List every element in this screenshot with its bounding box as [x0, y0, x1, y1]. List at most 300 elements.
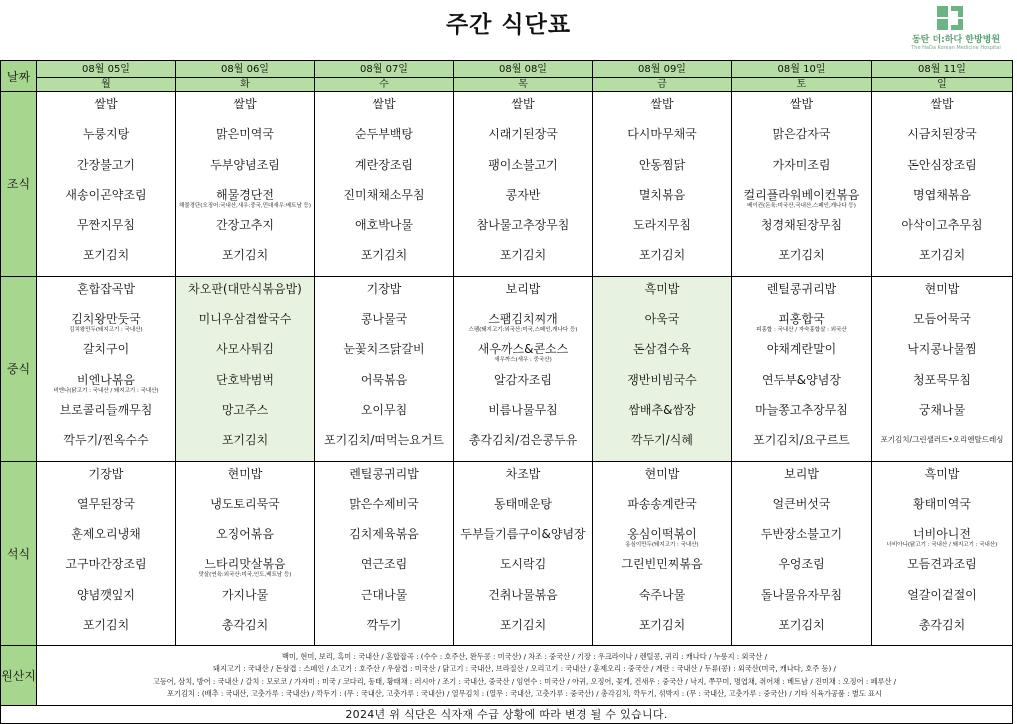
menu-item-name: 순두부백탕: [355, 127, 413, 142]
menu-item-name: 오징어볶음: [216, 527, 274, 542]
meal-cell: [315, 276, 454, 461]
menu-item: [37, 279, 175, 309]
menu-item: [732, 124, 871, 154]
menu-item-name: 아삭이고추무침: [901, 218, 983, 233]
menu-item: [315, 215, 453, 245]
logo-name-en: The HaDa Korean Medicine Hospital: [911, 45, 1001, 51]
menu-item: [315, 464, 453, 494]
menu-item-name: 맑은수제비국: [349, 496, 419, 511]
meal-cell: [593, 92, 732, 277]
menu-item-name: 깍두기/찐옥수수: [63, 433, 149, 448]
menu-item-name: 두부들기름구이&양념장: [460, 527, 586, 542]
menu-item-name: 포기김치: [499, 618, 547, 633]
menu-item-name: 흑미밥: [924, 466, 960, 481]
menu-item: [176, 245, 314, 275]
menu-item: [176, 279, 314, 309]
menu-item: [37, 494, 175, 524]
menu-item: [732, 339, 871, 369]
menu-item: [454, 94, 592, 124]
menu-item-name: 멸치볶음: [638, 187, 686, 202]
menu-item-name: 야채계란말이: [766, 342, 837, 357]
menu-item: [176, 615, 314, 645]
menu-item-name: 총각김치: [221, 618, 269, 633]
menu-item: [315, 245, 453, 275]
menu-item-name: 도시락김: [499, 557, 547, 572]
menu-item: [454, 494, 592, 524]
menu-item: [37, 245, 175, 275]
meal-cell: [872, 276, 1013, 461]
weekday-header: 토: [732, 78, 872, 92]
origin-note: 비엔나(닭고기 : 국내산 / 돼지고기 : 국내산): [53, 387, 159, 394]
meal-cell: [315, 92, 454, 277]
menu-item-name: 사모사튀김: [216, 342, 274, 357]
menu-item-name: 근대나물: [360, 587, 408, 602]
menu-item-name: 얼갈이겉절이: [907, 587, 977, 602]
menu-item: [593, 615, 731, 645]
meal-cell: [454, 276, 593, 461]
menu-item-name: 보리밥: [505, 281, 541, 296]
menu-item: [872, 494, 1012, 524]
meal-cell: [37, 461, 176, 646]
menu-item-name: 피홍합국: [778, 312, 825, 327]
menu-item: [454, 339, 592, 369]
menu-item: [37, 215, 175, 245]
menu-item-name: 포기김치: [360, 248, 408, 263]
menu-item: [872, 279, 1012, 309]
menu-item-name: 가지나물: [221, 587, 269, 602]
menu-item-name: 어묵볶음: [360, 372, 408, 387]
origin-line: 백미, 현미, 보리, 흑미 : 국내산 / 혼합잡곡 : (수수 : 호주산, 완두콩 : 미국산) / 차조 : 중국산 / 기장 : 우크라이나 / 렌틸콩, 귀리 : 캐나다 / 누룽지 : 외국산 /: [281, 651, 768, 661]
menu-item: [176, 339, 314, 369]
menu-item-name: 돌나물유자무침: [760, 587, 843, 602]
menu-item-name: 궁채나물: [918, 402, 966, 417]
menu-item: [37, 400, 175, 430]
menu-item: [872, 94, 1012, 124]
menu-item-name: 건취나물볶음: [488, 587, 558, 602]
menu-item-name: 훈제오리냉채: [71, 527, 141, 542]
menu-item: [315, 400, 453, 430]
menu-item-name: 쟁반비빔국수: [627, 372, 697, 387]
origin-note: 베이컨(돈육:미국산,국내산,스페인,캐나다 등): [747, 202, 856, 209]
weekday-header: 금: [593, 78, 732, 92]
menu-item-name: 명엽채볶음: [913, 187, 971, 202]
weekday-header: 화: [176, 78, 315, 92]
menu-item: [315, 554, 453, 584]
menu-item: [732, 554, 871, 584]
menu-item: [732, 155, 871, 185]
menu-item-name: 팽이소불고기: [488, 157, 558, 172]
origin-note: 옹심이만두(돼지고기 : 국내산): [625, 542, 699, 549]
menu-item-name: 포기김치: [918, 248, 966, 263]
menu-item: [593, 430, 731, 460]
menu-item: [593, 464, 731, 494]
menu-item-name: 포기김치: [221, 248, 269, 263]
menu-item-name: 김치제육볶음: [349, 527, 419, 542]
menu-item: [593, 155, 731, 185]
menu-item-name: 시래기된장국: [488, 127, 558, 142]
menu-item: [37, 430, 175, 460]
meal-row: [1, 276, 1013, 461]
menu-item-name: 콩나물국: [360, 312, 408, 327]
menu-item: [454, 279, 592, 309]
menu-item-name: 옹심이떡볶이: [627, 527, 697, 542]
weekday-header: 월: [37, 78, 176, 92]
menu-item-name: 비엔나볶음: [77, 372, 135, 387]
meal-cell: [732, 276, 872, 461]
menu-item: [176, 524, 314, 554]
origin-line: 돼지고기 : 국내산 / 돈삼겹 : 스페인 / 소고기 : 호주산 / 우삼겹 : 미국산 / 닭고기 : 국내산, 브라질산 / 오리고기 : 국내산 / 훈제오리 : 중국산 / 계란 : 국내산 / 두류(콩) : 외국산(미국, 캐나다, 호주 등) /: [213, 664, 836, 674]
menu-item: [315, 494, 453, 524]
meal-cell: [454, 461, 593, 646]
menu-item: [37, 585, 175, 615]
menu-item: [872, 155, 1012, 185]
menu-item-name: 차조밥: [505, 466, 541, 481]
menu-item: [732, 524, 871, 554]
menu-item: [593, 339, 731, 369]
menu-item: [315, 124, 453, 154]
menu-item: [176, 185, 314, 215]
origin-note: 피홍합 : 국내산 / 자숙홍합살 : 외국산: [756, 327, 847, 334]
menu-item-name: 무짠지무침: [77, 218, 135, 233]
menu-item: [176, 554, 314, 584]
meal-label: 석식: [1, 461, 37, 646]
menu-item-name: 시금치된장국: [907, 127, 977, 142]
menu-item: [593, 370, 731, 400]
hospital-logo-icon: [937, 6, 965, 30]
menu-item: [176, 124, 314, 154]
menu-item-name: 돈삼겹수육: [633, 342, 691, 357]
menu-item: [37, 524, 175, 554]
day-row: [1, 78, 1013, 92]
date-header: 08월 05일: [37, 61, 176, 78]
menu-item: [593, 400, 731, 430]
menu-item: [37, 124, 175, 154]
menu-item: [454, 245, 592, 275]
menu-item-name: 망고주스: [221, 402, 269, 417]
menu-item: [872, 464, 1012, 494]
date-header: 08월 10일: [732, 61, 872, 78]
menu-item-name: 진미채채소무침: [343, 187, 425, 202]
menu-item-name: 렌틸콩귀리밥: [349, 466, 419, 481]
menu-item: [732, 215, 871, 245]
date-header: 08월 07일: [315, 61, 454, 78]
menu-item: [176, 585, 314, 615]
menu-item-name: 낙지콩나물찜: [907, 342, 977, 357]
meal-row: [1, 92, 1013, 277]
menu-item-name: 냉도토리묵국: [210, 496, 280, 511]
menu-item-name: 느타리맛살볶음: [204, 557, 286, 572]
date-header: 08월 09일: [593, 61, 732, 78]
menu-item-name: 쌀밥: [233, 97, 257, 111]
menu-item-name: 보리밥: [784, 466, 819, 481]
meal-cell: [315, 461, 454, 646]
menu-item: [593, 554, 731, 584]
menu-item: [176, 400, 314, 430]
menu-item-name: 맑은미역국: [216, 127, 274, 142]
meal-cell: [37, 92, 176, 277]
menu-item: [872, 430, 1012, 460]
menu-item: [176, 494, 314, 524]
menu-item: [176, 215, 314, 245]
menu-item: [872, 124, 1012, 154]
menu-item-name: 청포묵무침: [913, 372, 971, 387]
date-header: 08월 06일: [176, 61, 315, 78]
menu-item: [732, 585, 871, 615]
menu-item-name: 현미밥: [924, 281, 960, 296]
meal-cell: [872, 461, 1013, 646]
menu-item-name: 눈꽃치즈닭갈비: [343, 342, 425, 357]
menu-item: [454, 370, 592, 400]
menu-item: [176, 430, 314, 460]
meal-cell: [176, 92, 315, 277]
menu-item-name: 애호박나물: [355, 218, 413, 233]
menu-item-name: 황태미역국: [913, 496, 971, 511]
menu-item: [315, 339, 453, 369]
menu-item-name: 브로콜리들깨무침: [59, 402, 153, 417]
menu-item-name: 김치왕만둣국: [71, 312, 141, 327]
menu-item-name: 두반장소불고기: [760, 527, 843, 542]
meal-cell: [176, 276, 315, 461]
menu-item: [37, 339, 175, 369]
origin-line: 고등어, 삼치, 방어 : 국내산 / 갈치 : 모로코 / 가자미 : 미국 / 코다리, 동태, 황태채 : 러시아 / 조기 : 국내산, 중국산 / 임연수 : 미국산 / 아귀, 오징어, 꽃게, 건새우 : 중국산 / 낙지, 쭈꾸미, 명엽채, 쥐어채 : 베트남 / 진미채 : 오징어 : 페루산 /: [152, 676, 897, 686]
menu-item: [176, 370, 314, 400]
menu-item: [593, 494, 731, 524]
menu-item-name: 간장고추지: [216, 218, 274, 233]
menu-item-name: 현미밥: [644, 466, 680, 481]
menu-item: [454, 430, 592, 460]
menu-item: [872, 400, 1012, 430]
menu-item: [454, 215, 592, 245]
menu-item: [454, 185, 592, 215]
menu-item: [872, 245, 1012, 275]
menu-item-name: 쌀밥: [511, 97, 535, 111]
menu-item-name: 포기김치: [82, 618, 130, 633]
menu-item-name: 안동찜닭: [638, 157, 686, 172]
menu-item-name: 쌈배추&쌈장: [628, 402, 696, 417]
menu-item-name: 열무된장국: [77, 496, 135, 511]
notice-text: 2024년 위 식단은 식자재 수급 상황에 따라 변경 될 수 있습니다.: [1, 706, 1013, 724]
menu-item: [37, 554, 175, 584]
menu-item-name: 컬리플라워베이컨볶음: [743, 187, 860, 202]
menu-item-name: 포기김치: [82, 248, 130, 263]
menu-item-name: 해물경단전: [216, 187, 274, 202]
menu-item-name: 도라지무침: [633, 218, 691, 233]
meal-cell: [872, 92, 1013, 277]
menu-item: [872, 585, 1012, 615]
menu-item-name: 렌틸콩귀리밥: [766, 281, 837, 296]
menu-item: [872, 370, 1012, 400]
menu-item-name: 고구마간장조림: [65, 557, 147, 572]
meal-cell: [732, 461, 872, 646]
menu-item-name: 알감자조림: [494, 372, 552, 387]
date-label: 날짜: [1, 61, 37, 92]
menu-item-name: 포기김치/떠먹는요거트: [324, 433, 444, 448]
page-title: 주간 식단표: [445, 12, 572, 38]
menu-item-name: 기장밥: [366, 281, 402, 296]
menu-item-name: 참나물고추장무침: [476, 218, 570, 233]
menu-item: [593, 245, 731, 275]
menu-item-name: 돈안심장조림: [907, 157, 977, 172]
menu-item: [37, 185, 175, 215]
menu-item-name: 흑미밥: [644, 281, 680, 296]
menu-item-name: 두부양념조림: [210, 157, 280, 172]
menu-item: [176, 155, 314, 185]
meal-label: 조식: [1, 92, 37, 277]
origin-note: 맛살(연육:외국산:미국,인도,베트남 등): [198, 572, 292, 579]
date-header: 08월 11일: [872, 61, 1013, 78]
menu-item: [454, 554, 592, 584]
menu-item: [593, 585, 731, 615]
menu-item: [732, 185, 871, 215]
menu-item: [732, 245, 871, 275]
menu-item: [732, 279, 871, 309]
menu-item-name: 깍두기: [366, 618, 402, 633]
menu-item: [315, 430, 453, 460]
logo-name-ko: 동탄 더:하다 한방병원: [911, 35, 1001, 45]
meal-cell: [593, 461, 732, 646]
menu-item-name: 갈치구이: [82, 342, 130, 357]
menu-item: [454, 585, 592, 615]
menu-item-name: 모듬어묵국: [913, 312, 971, 327]
menu-item-name: 다시마무채국: [627, 127, 697, 142]
menu-item: [872, 339, 1012, 369]
menu-item: [315, 279, 453, 309]
meal-cell: [176, 461, 315, 646]
menu-item: [315, 370, 453, 400]
menu-item: [593, 215, 731, 245]
menu-item-name: 포기김치: [778, 248, 825, 263]
menu-item: [593, 524, 731, 554]
menu-item: [37, 464, 175, 494]
menu-item: [732, 400, 871, 430]
menu-item-name: 새송이곤약조림: [65, 187, 147, 202]
menu-item-name: 포기김치/요구르트: [753, 433, 850, 448]
menu-item: [454, 464, 592, 494]
menu-item-name: 간장불고기: [77, 157, 135, 172]
menu-item: [872, 554, 1012, 584]
origin-note: 너비아니(닭고기 : 국내산 / 돼지고기 : 국내산): [886, 542, 998, 549]
menu-item: [37, 155, 175, 185]
menu-item: [37, 370, 175, 400]
menu-item-name: 우엉조림: [778, 557, 825, 572]
menu-item: [176, 309, 314, 339]
menu-item: [315, 155, 453, 185]
menu-item: [176, 94, 314, 124]
menu-item: [872, 309, 1012, 339]
date-header: 08월 08일: [454, 61, 593, 78]
menu-item-name: 너비아니전: [913, 527, 971, 542]
origin-note: 김치왕만두(돼지고기 : 국내산): [69, 327, 143, 334]
menu-item-name: 아욱국: [644, 312, 680, 327]
menu-item: [593, 279, 731, 309]
origin-note: 해물경단(오징어:국내산,새우:중국,민대새우:베트남 등): [179, 202, 311, 209]
menu-item-name: 파송송계란국: [627, 496, 697, 511]
menu-item-name: 단호박범벅: [216, 372, 274, 387]
weekday-header: 일: [872, 78, 1013, 92]
menu-item-name: 혼합잡곡밥: [77, 281, 135, 296]
menu-item-name: 현미밥: [227, 466, 263, 481]
menu-item-name: 마늘쫑고추장무침: [755, 402, 848, 417]
menu-item-name: 연두부&양념장: [762, 372, 841, 387]
menu-item-name: 쌀밥: [789, 97, 814, 111]
meal-cell: [732, 92, 872, 277]
meal-cell: [454, 92, 593, 277]
menu-item: [315, 524, 453, 554]
menu-item: [37, 94, 175, 124]
menu-item: [732, 370, 871, 400]
menu-item-name: 숙주나물: [638, 587, 686, 602]
menu-item: [454, 400, 592, 430]
menu-item: [732, 309, 871, 339]
title-bar: [0, 0, 1017, 58]
menu-item-name: 모듬견과조림: [907, 557, 977, 572]
origin-info: [37, 646, 1013, 706]
notice-row: [1, 706, 1013, 724]
menu-item-name: 포기김치: [638, 248, 686, 263]
hospital-logo: [900, 4, 1012, 56]
menu-item: [593, 94, 731, 124]
menu-item: [454, 124, 592, 154]
menu-item-name: 총각김치: [918, 618, 966, 633]
menu-item-name: 얼큰버섯국: [772, 496, 831, 511]
menu-item: [454, 309, 592, 339]
meal-label: 중식: [1, 276, 37, 461]
menu-item-name: 포기김치: [638, 618, 686, 633]
menu-item: [454, 524, 592, 554]
menu-item: [872, 185, 1012, 215]
origin-row: [1, 646, 1013, 706]
menu-item: [732, 615, 871, 645]
menu-item: [454, 615, 592, 645]
menu-item: [315, 185, 453, 215]
weekday-header: 수: [315, 78, 454, 92]
menu-item-name: 그린빈민찌볶음: [621, 557, 703, 572]
menu-item-name: 동태매운탕: [494, 496, 552, 511]
menu-item-name: 청경채된장무침: [760, 218, 843, 233]
menu-item-name: 차오판(대만식볶음밥): [188, 281, 302, 296]
menu-item: [37, 615, 175, 645]
menu-item: [732, 430, 871, 460]
menu-item-name: 비름나물무침: [488, 402, 558, 417]
menu-item-name: 쌀밥: [94, 97, 118, 111]
menu-item-name: 가자미조림: [772, 157, 831, 172]
menu-item-name: 계란장조림: [355, 157, 413, 172]
menu-item: [593, 185, 731, 215]
menu-item: [315, 615, 453, 645]
menu-item-name: 쌀밥: [930, 97, 954, 111]
menu-item: [37, 309, 175, 339]
menu-item-name: 연근조림: [360, 557, 408, 572]
origin-note: 새우까스(새우 : 중국산): [494, 357, 552, 364]
menu-item-name: 기장밥: [88, 466, 124, 481]
menu-item: [732, 494, 871, 524]
meal-cell: [593, 276, 732, 461]
menu-item: [593, 309, 731, 339]
menu-item-name: 스팸김치찌개: [488, 312, 558, 327]
date-row: [1, 61, 1013, 78]
menu-item-name: 콩자반: [505, 187, 541, 202]
menu-item-name: 오이무침: [360, 402, 408, 417]
menu-item: [872, 524, 1012, 554]
weekly-menu-table: [0, 60, 1013, 724]
menu-item: [732, 94, 871, 124]
menu-item-name: 누룽지탕: [82, 127, 130, 142]
menu-item-name: 새우까스&콘소스: [477, 342, 569, 357]
menu-item-name: 포기김치: [221, 433, 269, 448]
menu-item: [315, 94, 453, 124]
meal-row: [1, 461, 1013, 646]
menu-item-name: 총각김치/검은콩두유: [468, 433, 578, 448]
